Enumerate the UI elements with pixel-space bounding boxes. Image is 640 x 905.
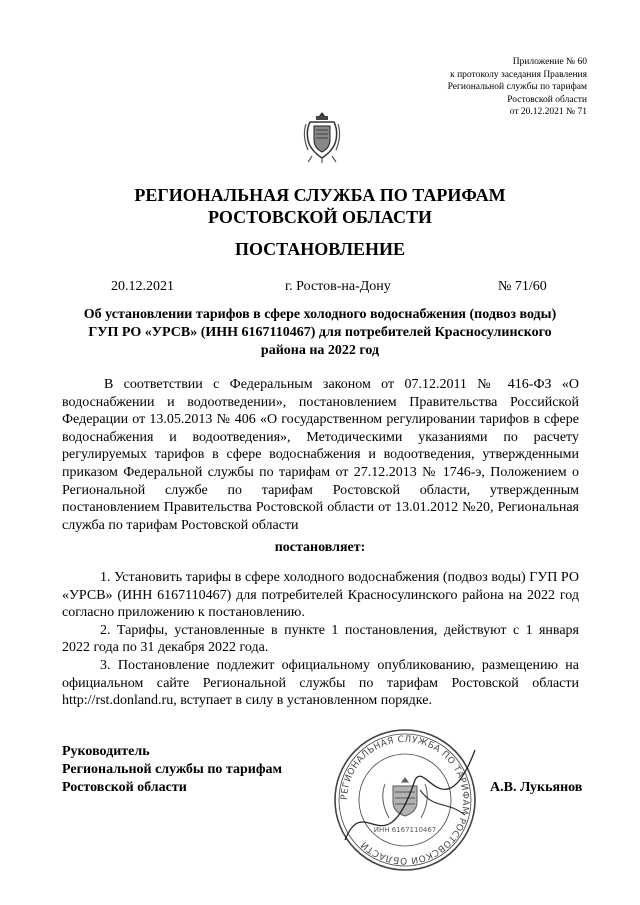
- annex-line: Региональной службы по тарифам: [447, 82, 587, 93]
- annex-note: [448, 56, 587, 119]
- annex-line: Приложение № 60: [512, 57, 587, 67]
- preamble-paragraph: В соответствии с Федеральным законом от 07.12.2011 № 416-ФЗ «О водоснабжении и водоотведении», постановлением Правительства Российской Федерации от 13.05.2013 № 406 «О государственном регулировании тарифов в сфере водоснабжения и водоотведения», Методическими указаниями по расчету регулируемых тарифов в сфере водоснабжения и водоотведения, утвержденными приказом Федеральной службы по тарифам от 27.12.2013 № 1746-э, Положением о Региональной службе по тарифам Ростовской области, утвержденным постановлением Правительства Ростовской области от 13.01.2012 №20, Региональная служба по тарифам Ростовской области: [62, 377, 579, 533]
- signatory-name: А.В. Лукьянов: [490, 780, 583, 795]
- resolution-item: 1. Установить тарифы в сфере холодного водоснабжения (подвоз воды) ГУП РО «УРСВ» (ИНН 6167110467) для потребителей Красносулинского района на 2022 год согласно приложению к постановлению.: [62, 570, 579, 621]
- document-date: 20.12.2021: [111, 279, 174, 294]
- resolution-item: 3. Постановление подлежит официальному опубликованию, размещению на официальном сайте Региональной службы по тарифам Ростовской области http://rst.donland.ru, вступает в силу в установленном порядке.: [62, 657, 579, 709]
- signatory-title-line: Руководитель: [62, 744, 150, 759]
- resolve-heading: постановляет:: [274, 540, 366, 555]
- signatory-title-line: Региональной службы по тарифам: [62, 762, 283, 777]
- subject-line: Об установлении тарифов в сфере холодного водоснабжения (подвоз воды): [83, 307, 557, 322]
- svg-text:РЕГИОНАЛЬНАЯ СЛУЖБА ПО ТАРИФАМ: РЕГИОНАЛЬНАЯ СЛУЖБА ПО ТАРИФАМ РОСТОВСКОЙ ОБЛАСТИ: [339, 734, 471, 866]
- document-number: № 71/60: [498, 279, 547, 294]
- annex-line: от 20.12.2021 № 71: [509, 107, 587, 118]
- annex-line: Ростовской области: [507, 94, 587, 105]
- resolution-items: [62, 569, 579, 710]
- document-city: г. Ростов-на-Дону: [285, 279, 391, 294]
- subject-line: ГУП РО «УРСВ» (ИНН 6167110467) для потребителей Красносулинского: [88, 325, 552, 340]
- signatory-title-line: Ростовской области: [62, 780, 187, 795]
- org-line: РОСТОВСКОЙ ОБЛАСТИ: [208, 207, 432, 227]
- annex-line: к протоколу заседания Правления: [450, 69, 587, 80]
- organization-name: [0, 184, 640, 228]
- document-type: ПОСТАНОВЛЕНИЕ: [234, 239, 406, 259]
- org-line: РЕГИОНАЛЬНАЯ СЛУЖБА ПО ТАРИФАМ: [134, 185, 506, 205]
- document-subject: [62, 306, 578, 360]
- official-seal-stamp: [325, 720, 485, 880]
- subject-line: района на 2022 год: [260, 343, 380, 358]
- signatory-title: [62, 743, 282, 797]
- svg-text:ИНН 6167110467: ИНН 6167110467: [373, 826, 437, 834]
- coat-of-arms-icon: [302, 110, 342, 164]
- resolution-item: 2. Тарифы, установленные в пункте 1 постановления, действуют с 1 января 2022 года по 31 декабря 2022 года.: [62, 622, 579, 656]
